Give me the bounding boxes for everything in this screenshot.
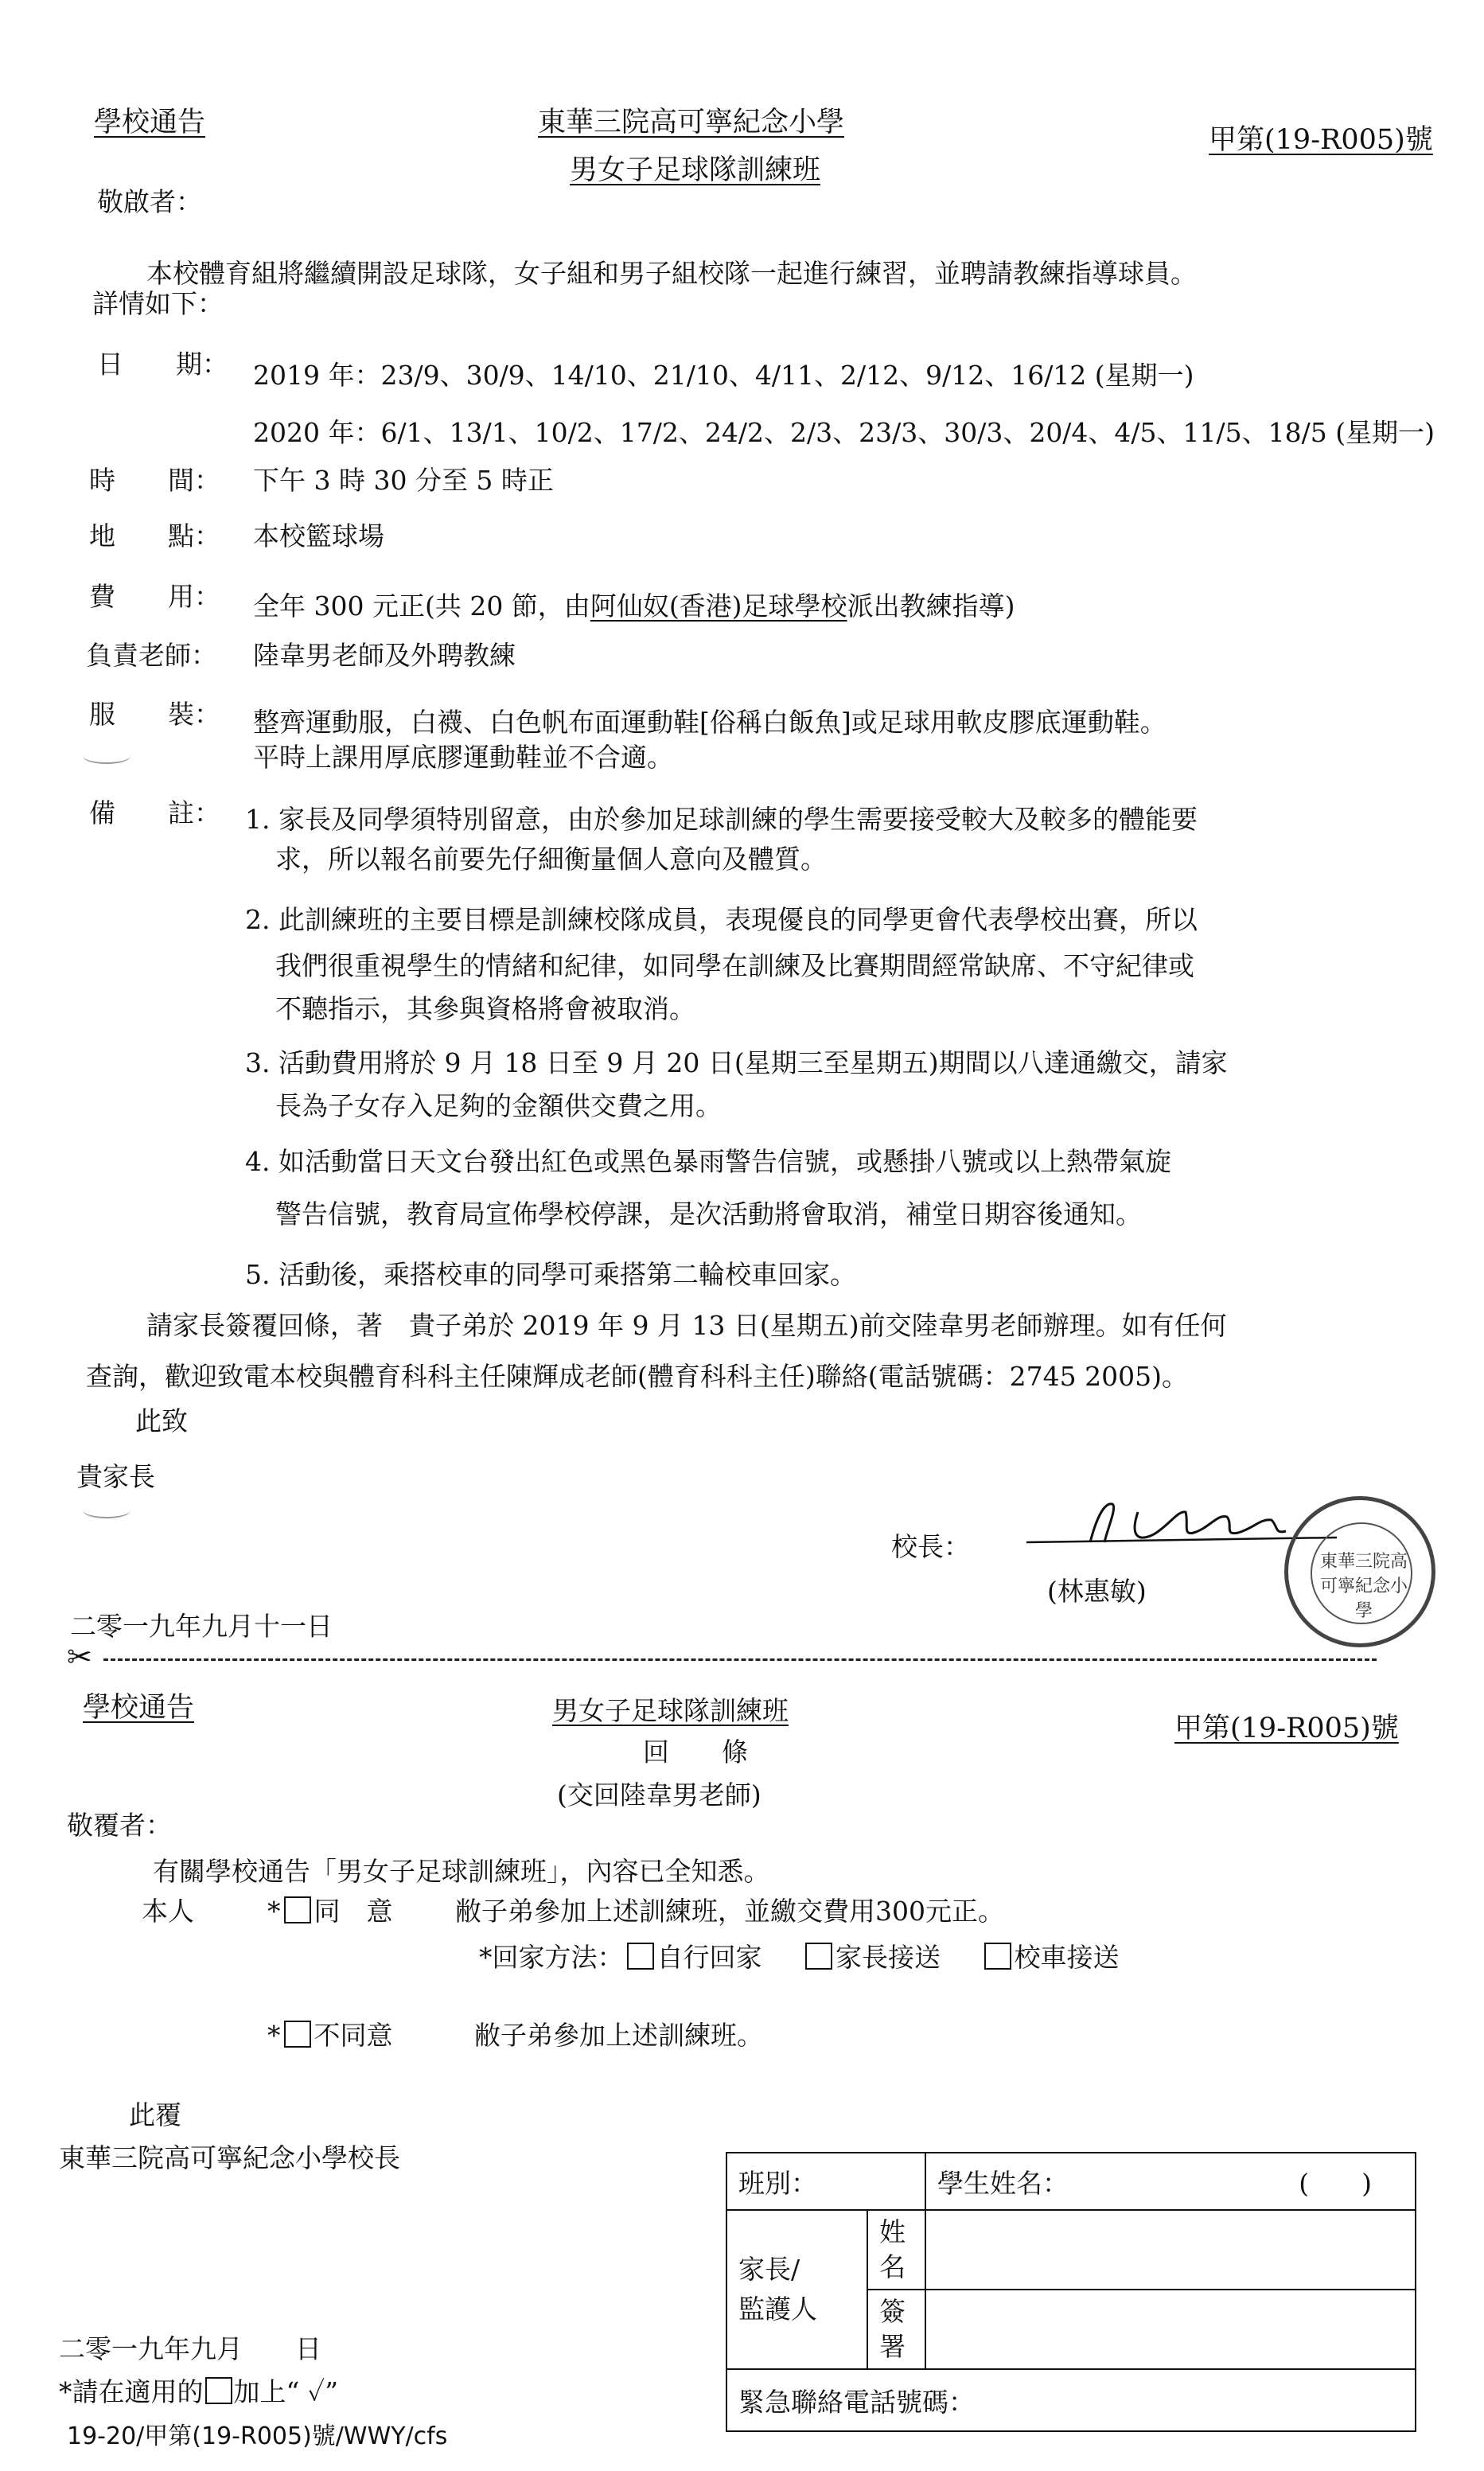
reference-number: 甲第(19-R005)號 — [1209, 124, 1433, 156]
dates-2019: 2019 年：23/9、30/9、14/10、21/10、4/11、2/12、9/12、16/12 (星期一) — [253, 360, 1194, 391]
principal-label: 校長： — [891, 1531, 970, 1562]
uniform-line: 平時上課用厚底膠運動鞋並不合適。 — [253, 742, 673, 773]
disagree-text: 敝子弟參加上述訓練班。 — [474, 2020, 763, 2051]
place-label: 地 點： — [89, 520, 220, 551]
school-name: 東華三院高可寧紀念小學 — [538, 107, 845, 138]
reply-addressee: 東華三院高可寧紀念小學校長 — [59, 2142, 400, 2173]
football-school-name: 阿仙奴(香港)足球學校 — [590, 590, 847, 622]
guardian-name-cell[interactable] — [925, 2210, 1416, 2290]
closing-line: 請家長簽覆回條，著 貴子弟於 2019 年 9 月 13 日(星期五)前交陸韋男老師辦理。如有任何 — [146, 1310, 1227, 1341]
disagree-option: * 不同意 — [267, 2020, 393, 2051]
class-cell[interactable]: 班別： — [726, 2153, 925, 2210]
guardian-label: 家長/ 監護人 — [726, 2210, 867, 2369]
teacher-label: 負責老師： — [86, 640, 217, 671]
place-value: 本校籃球場 — [253, 520, 384, 551]
student-info-table — [726, 2152, 1416, 2432]
remark-item: 2. 此訓練班的主要目標是訓練校隊成員，表現優良的同學更會代表學校出賽，所以 — [245, 904, 1198, 935]
dates-2020: 2020 年：6/1、13/1、10/2、17/2、24/2、2/3、23/3、30/3、20/4、4/5、11/5、18/5 (星期一) — [253, 417, 1435, 448]
reply-greeting: 敬覆者： — [67, 1810, 172, 1841]
principal-name: (林惠敏) — [1047, 1576, 1147, 1607]
remark-item: 長為子女存入足夠的金額供交費之用。 — [275, 1090, 722, 1121]
agree-option: * 同 意 — [267, 1896, 393, 1927]
remark-item: 我們很重視學生的情緒和紀律，如同學在訓練及比賽期間經常缺席、不守紀律或 — [275, 950, 1194, 981]
checkbox-instruction: *請在適用的 加上“ ✓” — [59, 2376, 339, 2407]
remark-item: 不聽指示，其參與資格將會被取消。 — [275, 993, 695, 1024]
intro-line: 本校體育組將繼續開設足球隊，女子組和男子組校隊一起進行練習，並聘請教練指導球員。 — [146, 258, 1197, 289]
agree-checkbox[interactable] — [284, 1896, 311, 1923]
reply-subtitle: 回 條 — [643, 1736, 748, 1768]
student-name-cell[interactable]: 學生姓名： ( ) — [925, 2153, 1416, 2210]
fee-value: 全年 300 元正(共 20 節，由阿仙奴(香港)足球學校派出教練指導) — [253, 590, 1015, 622]
fee-label: 費 用： — [89, 581, 220, 612]
reply-date: 二零一九年九月 日 — [59, 2333, 321, 2364]
remark-item: 1. 家長及同學須特別留意，由於參加足球訓練的學生需要接受較大及較多的體能要 — [245, 804, 1198, 835]
issue-date: 二零一九年九月十一日 — [70, 1611, 333, 1642]
remarks-label: 備 註： — [89, 797, 220, 828]
remark-item: 5. 活動後，乘搭校車的同學可乘搭第二輪校車回家。 — [245, 1259, 856, 1290]
guardian-signature-cell[interactable] — [925, 2290, 1416, 2369]
self-home-checkbox[interactable] — [627, 1943, 654, 1970]
remark-item: 3. 活動費用將於 9 月 18 日至 9 月 20 日(星期三至星期五)期間以八達通繳交，請家 — [245, 1047, 1228, 1078]
signature-label: 簽 署 — [867, 2290, 925, 2369]
reply-return-to: (交回陸韋男老師) — [557, 1779, 761, 1810]
uniform-label: 服 裝： — [89, 699, 220, 730]
date-label: 日 期： — [97, 349, 228, 380]
reply-acknowledge: 有關學校通告「男女子足球訓練班」，內容已全知悉。 — [153, 1856, 770, 1887]
school-seal — [1284, 1496, 1435, 1647]
remark-item: 4. 如活動當日天文台發出紅色或黑色暴雨警告信號，或懸掛八號或以上熱帶氣旋 — [245, 1146, 1171, 1177]
reply-salutation: 此覆 — [129, 2099, 181, 2130]
punch-hole-mark — [83, 748, 130, 764]
document-code: 19-20/甲第(19-R005)號/WWY/cfs — [67, 2422, 448, 2450]
closing-line: 查詢，歡迎致電本校與體育科科主任陳輝成老師(體育科科主任)聯絡(電話號碼：2745 2005)。 — [86, 1361, 1188, 1392]
reply-reference-number: 甲第(19-R005)號 — [1174, 1713, 1399, 1744]
reply-notice-label: 學校通告 — [83, 1692, 195, 1724]
salutation: 此致 — [135, 1405, 188, 1436]
sample-checkbox — [205, 2377, 232, 2404]
go-home-method: *回家方法： 自行回家 家長接送 校車接送 — [479, 1942, 1120, 1973]
cut-line — [103, 1658, 1377, 1661]
disagree-checkbox[interactable] — [284, 2021, 311, 2048]
intro-line: 詳情如下： — [92, 288, 224, 319]
remark-item: 警告信號，教育局宣佈學校停課，是次活動將會取消，補堂日期容後通知。 — [275, 1198, 1142, 1230]
name-label: 姓 名 — [867, 2210, 925, 2290]
time-value: 下午 3 時 30 分至 5 時正 — [253, 465, 554, 496]
agree-text: 敝子弟參加上述訓練班，並繳交費用300元正。 — [455, 1896, 1004, 1927]
remark-item: 求，所以報名前要先仔細衡量個人意向及體質。 — [275, 844, 827, 875]
notice-label: 學校通告 — [94, 107, 206, 138]
parent-pickup-checkbox[interactable] — [805, 1943, 832, 1970]
time-label: 時 間： — [89, 465, 220, 496]
reply-self-label: 本人 — [142, 1896, 194, 1927]
greeting: 敬啟者： — [97, 186, 202, 217]
scissors-icon: ✂ — [67, 1639, 92, 1674]
teacher-value: 陸韋男老師及外聘教練 — [253, 640, 516, 671]
seal-text: 東華三院高可寧紀念小學 — [1320, 1552, 1408, 1621]
uniform-line: 整齊運動服，白襪、白色帆布面運動鞋[俗稱白飯魚]或足球用軟皮膠底運動鞋。 — [253, 707, 1167, 738]
notice-title: 男女子足球隊訓練班 — [570, 154, 821, 186]
emergency-phone-cell[interactable]: 緊急聯絡電話號碼： — [726, 2369, 1416, 2431]
school-bus-checkbox[interactable] — [984, 1943, 1011, 1970]
punch-hole-mark — [83, 1502, 130, 1518]
reply-title: 男女子足球隊訓練班 — [552, 1695, 789, 1726]
addressee: 貴家長 — [76, 1461, 155, 1492]
